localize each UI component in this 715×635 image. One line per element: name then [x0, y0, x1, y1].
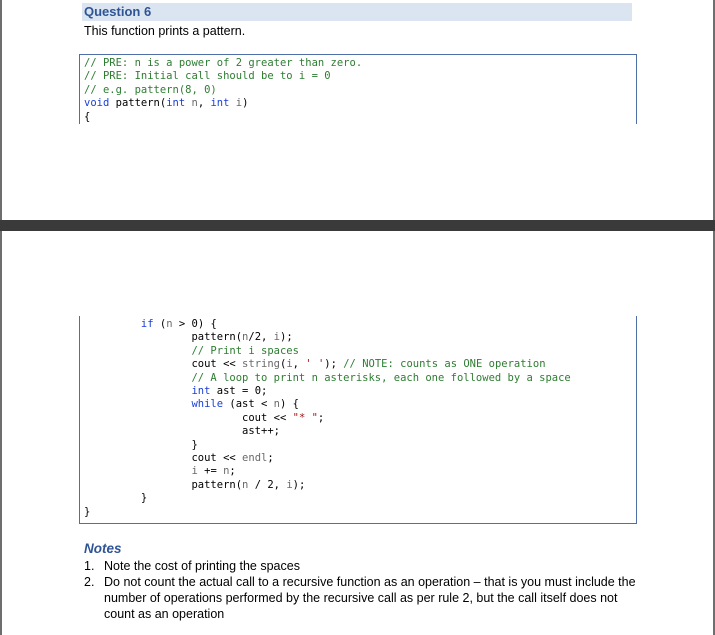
code-line: if (n > 0) {	[140, 318, 217, 330]
code-line: // Print i spaces	[84, 344, 299, 357]
code-line: pattern(n / 2, i);	[84, 478, 306, 491]
notes-list	[84, 558, 644, 622]
code-line: cout << "* ";	[84, 411, 325, 424]
code-block-top	[84, 57, 362, 124]
code-line: }	[84, 492, 148, 505]
list-item-text: Note the cost of printing the spaces	[104, 559, 300, 573]
list-item-text: Do not count the actual call to a recursive function as an operation – that is you must include the number of operations performed by the recursive call as per rule 2, but the call itself does not count as an operation	[104, 575, 636, 621]
question-text: This function prints a pattern.	[84, 24, 246, 38]
question-heading: Question 6	[82, 3, 632, 21]
code-line: }	[84, 505, 91, 518]
code-block-bottom	[84, 318, 571, 519]
list-item	[84, 558, 644, 574]
code-line: void pattern(int n, int i)	[84, 97, 249, 110]
list-item	[84, 574, 644, 622]
code-line: i += n;	[191, 465, 236, 478]
code-line: int ast = 0;	[191, 385, 268, 398]
notes-title: Notes	[84, 541, 122, 556]
page-gap	[0, 220, 715, 231]
list-item-number: 2.	[84, 575, 95, 589]
code-line: // A loop to print n asterisks, each one followed by a space	[84, 371, 571, 384]
code-line: pattern(n/2, i);	[84, 331, 293, 344]
code-line: cout << endl;	[84, 452, 274, 465]
code-line: ast++;	[84, 425, 280, 438]
code-line: // PRE: n is a power of 2 greater than zero.	[84, 57, 363, 69]
code-line: // PRE: Initial call should be to i = 0	[84, 70, 331, 83]
code-line: while (ast < n) {	[191, 398, 299, 411]
code-line: }	[84, 438, 198, 451]
code-line: {	[84, 110, 91, 123]
code-line: // e.g. pattern(8, 0)	[84, 83, 217, 96]
code-line: cout << string(i, ' '); // NOTE: counts as ONE operation	[84, 358, 546, 371]
list-item-number: 1.	[84, 559, 95, 573]
